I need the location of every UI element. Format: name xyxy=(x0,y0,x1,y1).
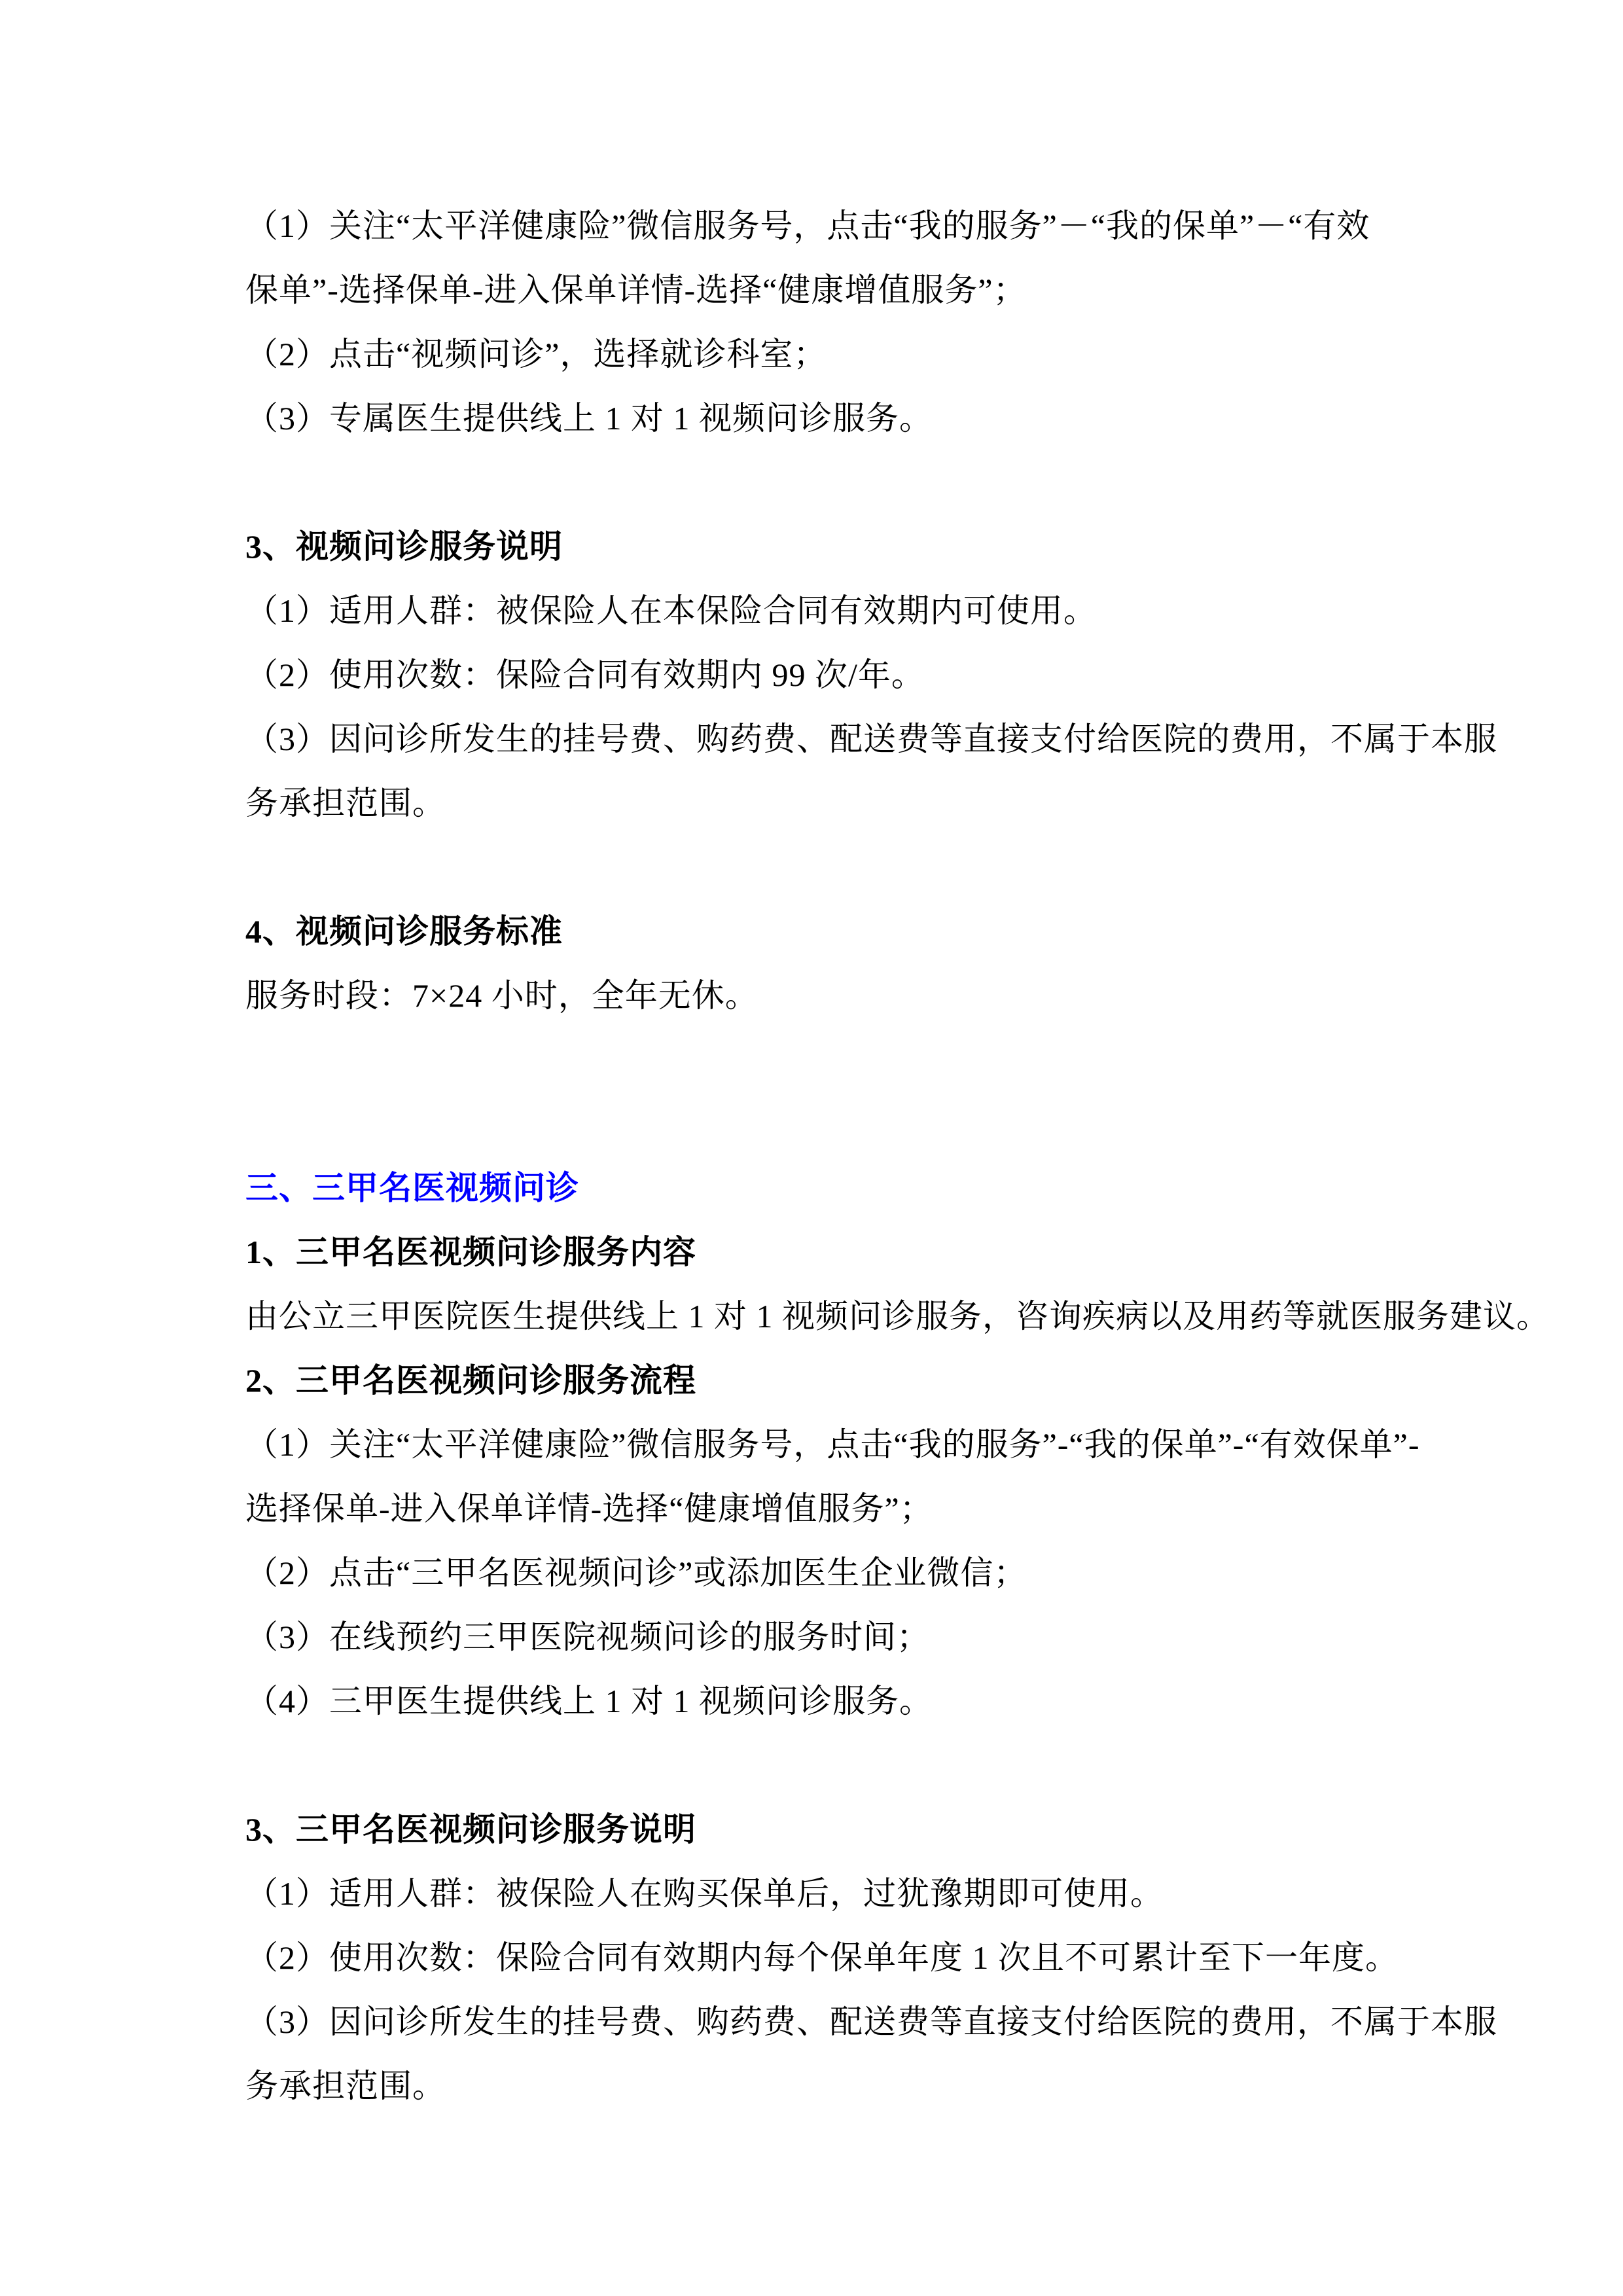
paragraph-line: （3）专属医生提供线上 1 对 1 视频问诊服务。 xyxy=(245,400,933,437)
paragraph-line: 务承担范围。 xyxy=(245,2068,446,2104)
paragraph-line: 务承担范围。 xyxy=(245,785,446,821)
paragraph-line: （2）点击“视频问诊”，选择就诊科室； xyxy=(245,336,827,372)
paragraph-line: 服务时段：7×24 小时，全年无休。 xyxy=(245,977,758,1014)
paragraph-line: （3）因问诊所发生的挂号费、购药费、配送费等直接支付给医院的费用，不属于本服 xyxy=(245,721,1497,757)
paragraph-line: （4）三甲医生提供线上 1 对 1 视频问诊服务。 xyxy=(245,1683,933,1719)
paragraph-line: （1）关注“太平洋健康险”微信服务号，点击“我的服务”－“我的保单”－“有效 xyxy=(245,207,1370,244)
heading-video-consult-notes: 3、视频问诊服务说明 xyxy=(245,528,563,565)
heading-section-three-top-hospital-video-consult: 三、三甲名医视频问诊 xyxy=(245,1170,579,1206)
heading-service-notes: 3、三甲名医视频问诊服务说明 xyxy=(245,1811,696,1848)
paragraph-line: （2）使用次数：保险合同有效期内每个保单年度 1 次且不可累计至下一年度。 xyxy=(245,1939,1399,1976)
heading-service-content: 1、三甲名医视频问诊服务内容 xyxy=(245,1234,696,1270)
paragraph-line: （1）适用人群：被保险人在本保险合同有效期内可使用。 xyxy=(245,592,1097,629)
paragraph-line: （1）适用人群：被保险人在购买保单后，过犹豫期即可使用。 xyxy=(245,1875,1164,1912)
paragraph-line: 由公立三甲医院医生提供线上 1 对 1 视频问诊服务，咨询疾病以及用药等就医服务建议。 xyxy=(245,1298,1550,1335)
paragraph-line: 选择保单-进入保单详情-选择“健康增值服务”； xyxy=(245,1490,933,1527)
heading-video-consult-standard: 4、视频问诊服务标准 xyxy=(245,913,563,950)
paragraph-line: （3）因问诊所发生的挂号费、购药费、配送费等直接支付给医院的费用，不属于本服 xyxy=(245,2003,1497,2040)
heading-service-process: 2、三甲名医视频问诊服务流程 xyxy=(245,1362,696,1399)
paragraph-line: （2）点击“三甲名医视频问诊”或添加医生企业微信； xyxy=(245,1554,1027,1591)
paragraph-line: （1）关注“太平洋健康险”微信服务号，点击“我的服务”-“我的保单”-“有效保单”- xyxy=(245,1426,1420,1463)
paragraph-line: 保单”-选择保单-进入保单详情-选择“健康增值服务”； xyxy=(245,272,1027,308)
paragraph-line: （3）在线预约三甲医院视频问诊的服务时间； xyxy=(245,1619,930,1655)
paragraph-line: （2）使用次数：保险合同有效期内 99 次/年。 xyxy=(245,656,925,693)
